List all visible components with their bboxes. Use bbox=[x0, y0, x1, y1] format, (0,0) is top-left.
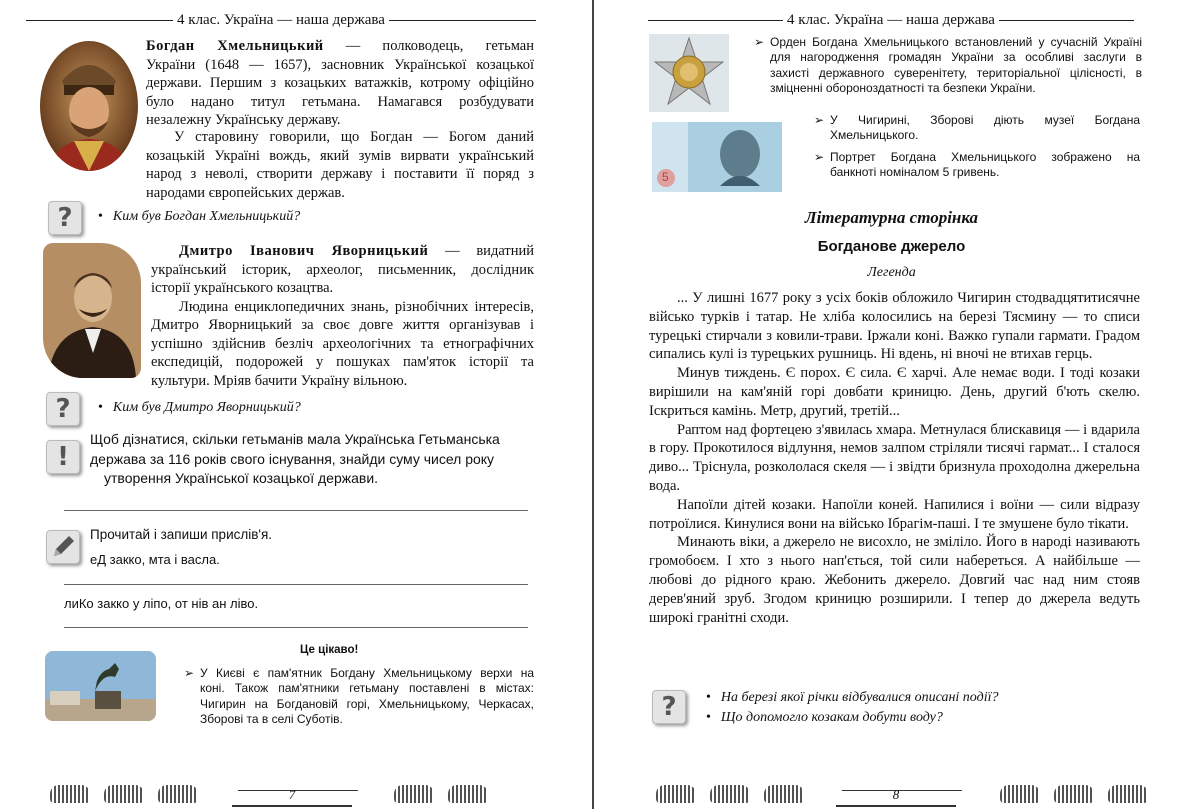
proverb-2: лиКо закко у ліпо, от нів ан ліво. bbox=[64, 596, 259, 611]
question-icon: ? bbox=[652, 690, 686, 724]
proverb-1: еД закко, мта і васла. bbox=[90, 552, 220, 567]
answer-line[interactable] bbox=[64, 510, 528, 511]
story-paragraph: Минув тиждень. Є порох. Є сила. Є харчі. Але немає води. І тоді козаки вирішили на кам'яній горі довбати криницю. День, другий б'ють скелю. Іскриться камінь. Метр, другий, третій... bbox=[649, 365, 1140, 419]
footer-ornament bbox=[50, 783, 212, 805]
yavornytsky-text: Дмитро Іванович Яворницький — видатний український історик, археолог, письменник, дослідник історії українського козацтва. Людина енциклопедичних знань, різнобічних інтересів, Дмитро Яворницький за своє довге життя організував і успішно здійснив безліч археологічних та етнографічних експедицій, подорожей у пошуках пам'яток історії та культури. Мріяв бачити Україну вільною. bbox=[151, 243, 534, 389]
arrow-icon: ➢ bbox=[814, 150, 825, 164]
yavornytsky-portrait bbox=[43, 243, 141, 378]
story-subtitle: Легенда bbox=[867, 265, 916, 280]
answer-line[interactable] bbox=[64, 627, 528, 628]
story-question-2: • Що допомогло козакам добути воду? bbox=[706, 710, 943, 725]
right-page bbox=[596, 0, 1187, 809]
khmelnytsky-name: Богдан Хмельницький bbox=[146, 38, 324, 54]
footer-ornament bbox=[1000, 783, 1162, 805]
khmelnytsky-para2: У старовину говорили, що Богдан — Богом даний козацькій Україні вождь, який зумів вирвати український народ з неволі, створити державу і поставити її поряд з народами європейських держав. bbox=[146, 129, 534, 201]
arrow-icon: ➢ bbox=[814, 113, 825, 127]
literary-page-title: Літературна сторінка bbox=[804, 208, 979, 227]
task-text: Щоб дізнатися, скільки гетьманів мала Українська Гетьманська держава за 116 років свого існування, знайди суму чисел року утворення Української козацької держави. bbox=[90, 431, 500, 486]
khmelnytsky-text: Богдан Хмельницький — полководець, гетьман України (1648 — 1657), засновник Української козацької держави. Першим з козацьких ватажків, котрому офіційно було надано титул гетьмана. Намагався розбудувати незалежну Українську державу. bbox=[146, 38, 534, 128]
banknote-image bbox=[652, 122, 782, 192]
arrow-icon: ➢ bbox=[754, 35, 765, 49]
banknote-denomination: 5 bbox=[662, 170, 669, 184]
left-page bbox=[0, 0, 592, 809]
question-icon: ? bbox=[46, 392, 80, 426]
list-item: ➢ У Чигирині, Зборові діють музеї Богдана Хмельницького. bbox=[814, 113, 1140, 143]
story-question-1: • На березі якої річки відбувалися описані події? bbox=[706, 690, 999, 705]
proverbs-instruction: Прочитай і запиши прислів'я. bbox=[90, 527, 273, 542]
story-text bbox=[649, 289, 1140, 627]
banknote-fact bbox=[814, 150, 1140, 181]
story-paragraph: Минають віки, а джерело не висохло, не зміліло. Його в народі називають громобоєм. І хто з нього нап'ється, той сили набереться. А найбільше — любові до рідного краю. Жебонить джерело. Довгий час над ним стояв дерев'яний зруб. Згодом криницю розширили. І тепер до джерела ведуть широкі гранітні сходи. bbox=[649, 534, 1140, 626]
page-number: 7 bbox=[288, 787, 296, 802]
monument-photo bbox=[45, 651, 156, 721]
page-header bbox=[648, 12, 1134, 29]
interesting-list bbox=[184, 666, 534, 728]
footer-ornament bbox=[656, 783, 818, 805]
list-item: ➢ У Києві є пам'ятник Богдану Хмельницькому верхи на коні. Також пам'ятники гетьману поставлені в містах: Чигирин на Богдановій горі, Хмельницькому, Черкасах, Зборові та в селі Суботів. bbox=[184, 666, 534, 727]
exclamation-icon: ! bbox=[46, 440, 80, 474]
story-title: Богданове джерело bbox=[817, 238, 966, 255]
list-item: ➢ Портрет Богдана Хмельницького зображено на банкноті номіналом 5 гривень. bbox=[814, 150, 1140, 180]
page-number: 8 bbox=[892, 787, 900, 802]
page-header bbox=[26, 12, 536, 29]
museum-fact bbox=[814, 113, 1140, 144]
story-paragraph: ... У лишні 1677 року з усіх боків обложило Чигирин стодвадцятитисячне військо турків і татар. Не хліба колосились на березі Тясмину — то списи турецькі стирчали з ковили-трави. Іржали коні. Важко гупали гармати. Градом сипались кулі із турецьких рушниць. Ні вдень, ні вночі не втихав герць. bbox=[649, 290, 1140, 363]
interesting-title: Це цікаво! bbox=[300, 644, 359, 656]
story-paragraph: Раптом над фортецею з'явилась хмара. Метнулася блискавиця — і вдарила в гору. Прокотилося відлуння, немов залпом стріляли тисячі гармат... І сталося диво... Тріснула, розкололася скеля — і звідти бризнула проходолна джерельна вода. bbox=[649, 421, 1140, 494]
order-fact bbox=[754, 35, 1142, 97]
footer-ornament bbox=[394, 783, 502, 805]
header-text: 4 клас. Україна — наша держава bbox=[177, 12, 385, 28]
question-yavornytsky: • Ким був Дмитро Яворницький? bbox=[98, 400, 301, 415]
yavornytsky-name: Дмитро Іванович Яворницький bbox=[179, 243, 429, 259]
list-item: ➢ Орден Богдана Хмельницького встановлений у сучасній Україні для нагородження громадян України за особливі заслуги в захисті державного суверенітету, територіальної цілісності, в зміцненні обороноздатності та безпеки України. bbox=[754, 35, 1142, 96]
arrow-icon: ➢ bbox=[184, 666, 195, 680]
page-divider bbox=[592, 0, 594, 809]
answer-line[interactable] bbox=[64, 584, 528, 585]
header-text: 4 клас. Україна — наша держава bbox=[787, 12, 995, 28]
question-icon: ? bbox=[48, 201, 82, 235]
order-medal-image bbox=[649, 34, 729, 112]
khmelnytsky-portrait bbox=[40, 41, 138, 171]
story-paragraph: Напоїли дітей козаки. Напоїли коней. Напилися і воїни — сили відразу потроїлися. Кинулися вони на військо Ібрагім-паші. І те змушене було тікати. bbox=[649, 496, 1140, 532]
question-khmelnytsky: • Ким був Богдан Хмельницький? bbox=[98, 209, 301, 224]
pencil-icon bbox=[46, 530, 80, 564]
